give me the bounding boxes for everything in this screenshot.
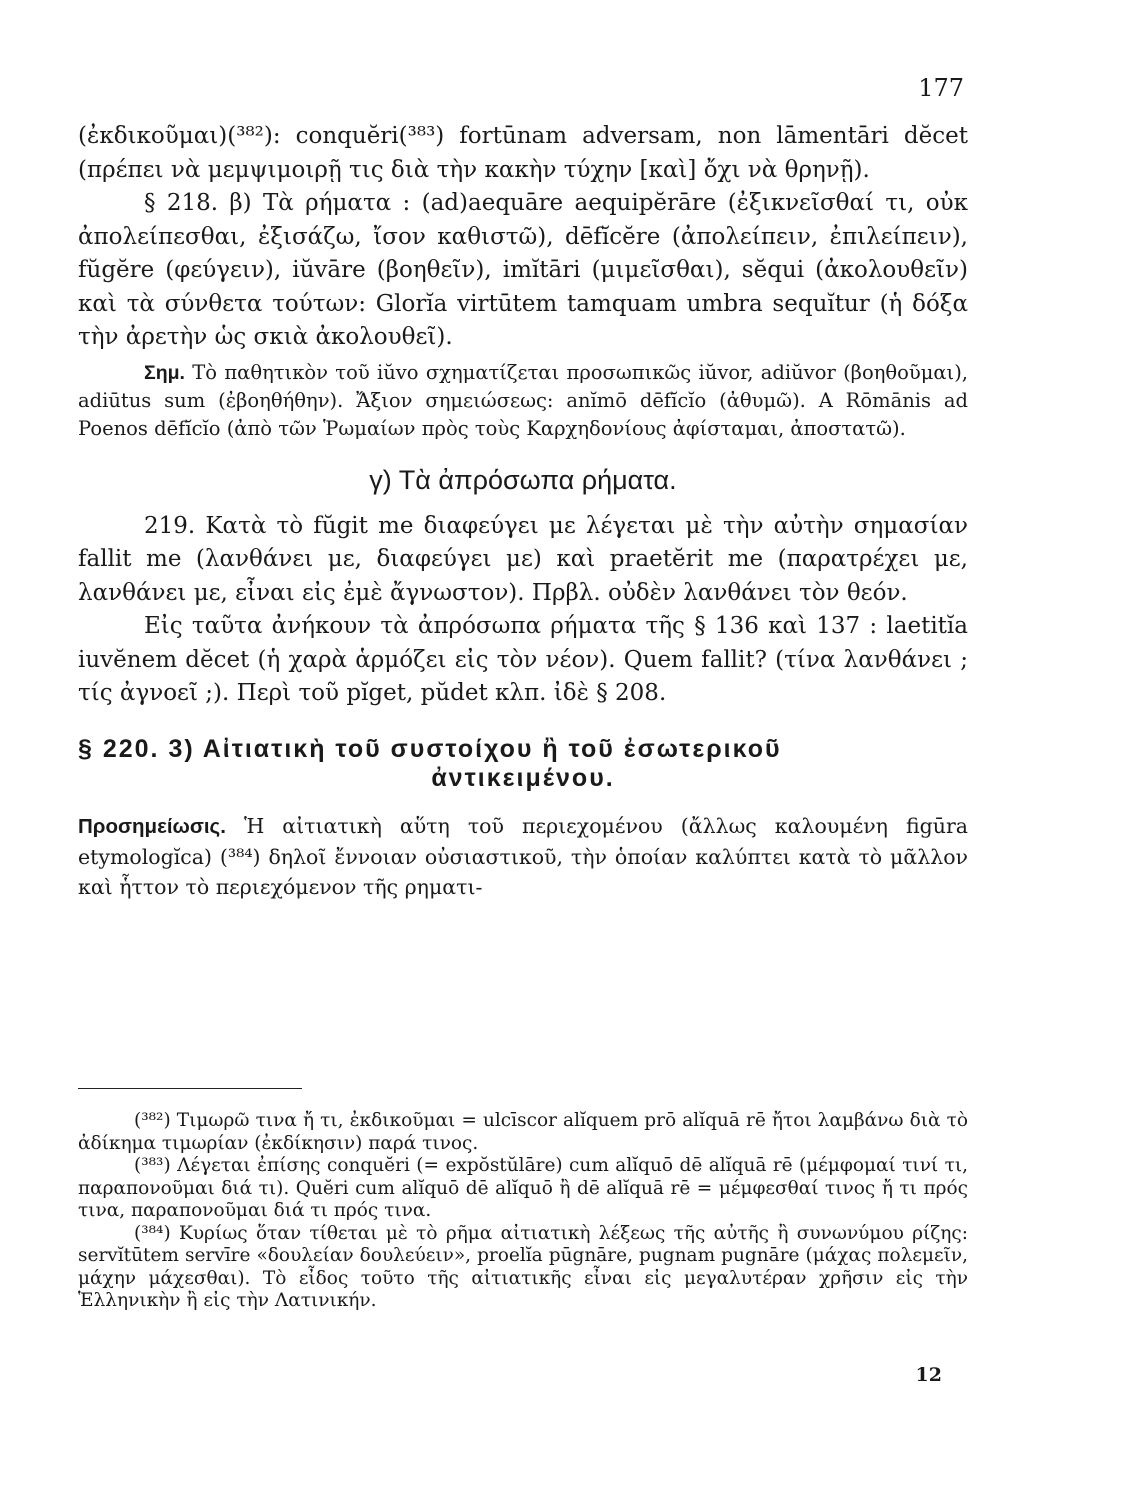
section-219: 219. Κατὰ τὸ fŭgit me διαφεύγει με λέγεται μὲ τὴν αὐτὴν σημασίαν fallit me (λανθάνει με, διαφεύγει με) καὶ praetĕrit me (παρατρέχει με, λανθάνει με, εἶναι εἰς ἐμὲ ἄγνωστον). Πρβλ. οὐδὲν λανθάνει τὸν θεόν. — [78, 512, 968, 606]
section-220-heading-cont: ἀντικειμένου. — [431, 763, 615, 792]
preliminary-note-text: Ἡ αἰτιατικὴ αὕτη τοῦ περιεχομένου (ἄλλως καλουμένη figūra etymologĭca) (³⁸⁴) δηλοῖ ἔννοιαν οὐσιαστικοῦ, τὴν ὁποίαν καλύπτει κατὰ τὸ μᾶλλον καὶ ἧττον τὸ περιεχόμενον τῆς ρηματι- — [78, 813, 968, 899]
footnote-384: (³⁸⁴) Κυρίως ὅταν τίθεται μὲ τὸ ρῆμα αἰτιατικὴ λέξεως τῆς αὐτῆς ἢ συνωνύμου ρίζης: servĭtūtem servīre «δουλείαν δουλεύειν», proelĭa pūgnāre, pugnam pugnāre (μάχας πολεμεῖν, μάχην μάχεσθαι). Τὸ εἶδος τοῦτο τῆς αἰτιατικῆς εἶναι εἰς μεγαλυτέραν χρῆσιν εἰς τὴν Ἑλληνικὴν ἢ εἰς τὴν Λατινικήν. — [78, 1222, 968, 1311]
section-218: § 218. β) Τὰ ρήματα : (ad)aequāre aequipĕrāre (ἐξικνεῖσθαί τι, οὐκ ἀπολείπεσθαι, ἐξισάζω, ἴσον καθιστῶ), dēfĭcĕre (ἀπολείπειν, ἐπιλείπειν), fŭgĕre (φεύγειν), iŭvāre (βοηθεῖν), imĭtāri (μιμεῖσθαι), sĕqui (ἀκολουθεῖν) καὶ τὰ σύνθετα τούτων: Glorĭa virtūtem tamquam umbra sequĭtur (ἡ δόξα τὴν ἀρετὴν ὡς σκιὰ ἀκολουθεῖ). — [78, 190, 968, 350]
note-label: Σημ. — [144, 361, 185, 384]
page-number: 177 — [918, 74, 964, 102]
section-220-heading: § 220. 3) Αἰτιατικὴ τοῦ συστοίχου ἢ τοῦ ἐσωτερικοῦ — [78, 734, 782, 763]
footnote-382: (³⁸²) Τιμωρῶ τινα ἤ τι, ἐκδικοῦμαι = ulcīscor alĭquem prō alĭquā rē ἤτοι λαμβάνω διὰ τὸ ἀδίκημα τιμωρίαν (ἐκδίκησιν) παρά τινος. — [78, 1110, 968, 1154]
preliminary-note-label: Προσημείωσις. — [78, 814, 226, 838]
footnote-383: (³⁸³) Λέγεται ἐπίσης conquĕri (= expŏstŭlāre) cum alĭquō dē alĭquā rē (μέμφομαί τινί τι, παραπονοῦμαι διά τι). Quĕri cum alĭquō dē alĭquō ἢ dē alĭquā rē = μέμφεσθαί τινος ἤ τι πρός τινα, παραπονοῦμαι διά τι πρός τινα. — [78, 1155, 968, 1221]
footnotes — [78, 1110, 968, 1313]
subheading-impersonal-verbs: γ) Τὰ ἀπρόσωπα ρήματα. — [369, 464, 677, 495]
preliminary-note — [78, 811, 968, 902]
footnote-separator — [78, 1088, 302, 1089]
main-text — [78, 120, 968, 902]
note-218 — [78, 359, 968, 443]
signature-number: 12 — [915, 1364, 942, 1386]
paragraph-continuation: (ἐκδικοῦμαι)(³⁸²): conquĕri(³⁸³) fortūnam adversam, non lāmentāri dĕcet (πρέπει νὰ μεμψιμοιρῇ τις διὰ τὴν κακὴν τύχην [καὶ] ὄχι νὰ θρηνῇ). — [78, 123, 968, 183]
paragraph-impersonal: Εἰς ταῦτα ἀνήκουν τὰ ἀπρόσωπα ρήματα τῆς § 136 καὶ 137 : laetitĭa iuvĕnem dĕcet (ἡ χαρὰ ἁρμόζει εἰς τὸν νέον). Quem fallit? (τίνα λανθάνει ; τίς ἀγνοεῖ ;). Περὶ τοῦ pĭget, pŭdet κλπ. ἰδὲ § 208. — [78, 613, 968, 706]
note-text: Τὸ παθητικὸν τοῦ iŭvo σχηματίζεται προσωπικῶς iŭvor, adiŭvor (βοηθοῦμαι), adiūtus sum (ἐβοηθήθην). Ἄξιον σημειώσεως: anĭmō dēfĭcĭo (ἀθυμῶ). A Rōmānis ad Poenos dēfĭcĭo (ἀπὸ τῶν Ῥωμαίων πρὸς τοὺς Καρχηδονίους ἀφίσταμαι, ἀποστατῶ). — [78, 360, 969, 440]
